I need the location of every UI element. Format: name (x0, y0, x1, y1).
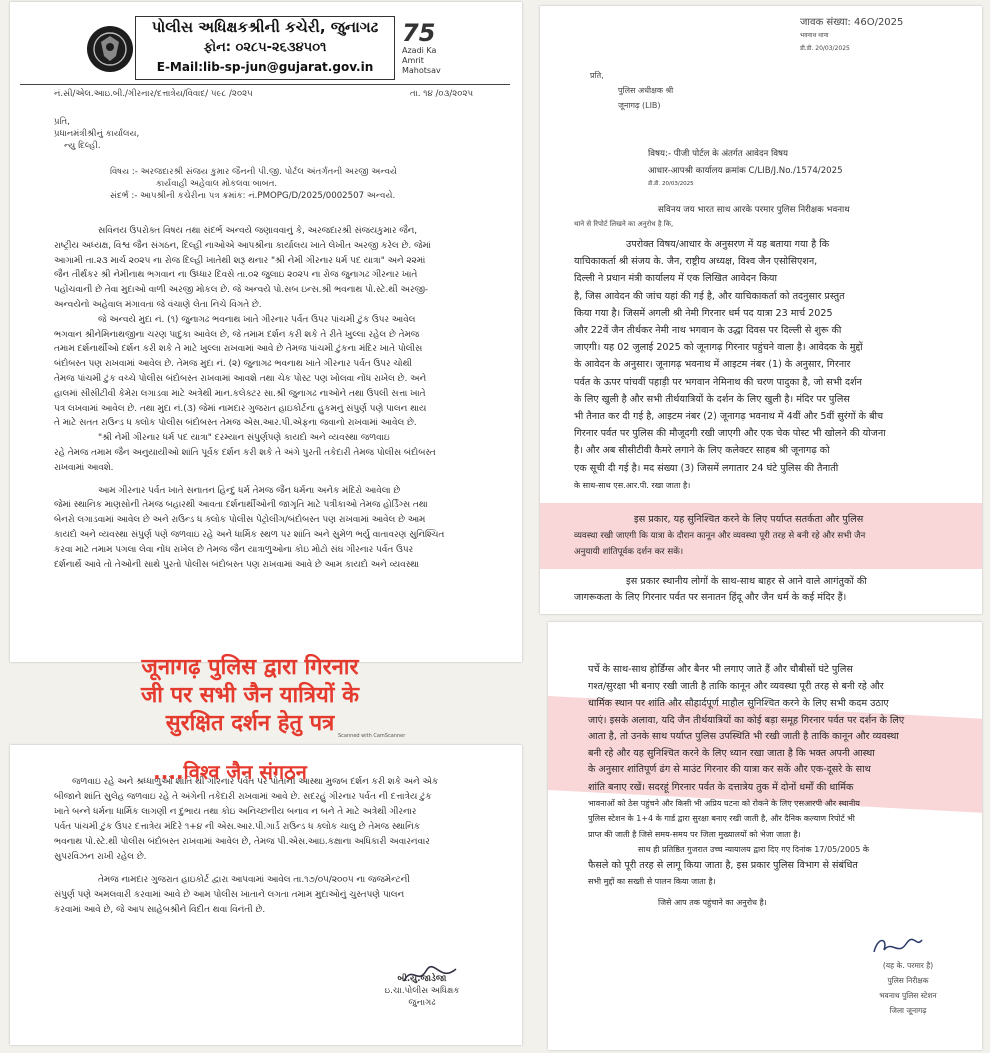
salutation: सविनय जय भारत साथ आरके परमार पुलिस निरीक्षक भवनाथ (658, 205, 850, 215)
letter-date: તા. ૧૪ /૦૩/૨૦૨૫ (410, 89, 474, 99)
office-title: પોલીસ અધિક્ષકશ્રીની કચેરી, જુનાગઢ (151, 18, 379, 36)
recipient-block: प्रति, पुलिस अधीक्षक श्री जूनागढ़ (LIB) (590, 71, 674, 110)
letterhead-divider (20, 84, 510, 85)
signature-scribble-icon (868, 930, 924, 960)
gujarati-letter-page-1 (10, 2, 522, 662)
scanner-note: Scanned with CamScanner (338, 733, 406, 739)
overlay-organisation: ....विश्व जैन संगठन (153, 760, 307, 784)
closing-paragraph: इस प्रकार स्थानीय लोगों के साथ-साथ बाहर से आने वाले आगंतुकों की जागरूकता के लिए गिरनार पर्वत पर सनातन हिंदू और जैन धर्म के कई मंदिर हैं। (574, 576, 867, 603)
subject-block: વિષય :- અરજદારશ્રી સંજય કુમાર જૈનની પી.જી. પોર્ટલ અંતર્ગતની અરજી અન્વયે કાર્યવાહી અહેવાલ મોકલવા બાબત. સંદર્ભ :- આપશ્રીની કચેરીના પત્ર ક્રમાંક: નં.PMOPG/D/2025/0002507 અન્વયે. (110, 167, 398, 202)
signature-block: (यह के. परमार है) पुलिस निरीक्षक भवनाथ पुलिस स्टेशन जिला जूनागढ़ (879, 961, 937, 1015)
phone-line: ફોન: ૦૨૮૫-૨૬૩૪૫૦૧ (203, 40, 327, 55)
signature-block: બી.યુ.જાડેજા ઇ.ચા.પોલીસ અધિક્ષક જુનાગઢ (384, 974, 460, 1009)
page2-body: જળવાઇ રહે અને શ્રધ્ધાળુઓ શાંતિ થી ગીરનાર પર્વત પર પોતાની આસ્થા મુજબ દર્શન કરી શકે અને એક બીજાને શાંતિ સુલેહ જળવાઇ રહે તે અંગેની તકેદારી રાખવામાં આવે છે. સદરહું ગીરનાર પર્વત ની દત્તાત્રેય ટુંક ખાતે બન્ને ધર્મના ધાર્મિક લાગણી ન દુભાય તથા કોઇ અનિચ્છનીય બનાવ ન બને તે માટે અત્રેથી ગીરનાર પર્વત પાંચમી ટુંક ઉપર દત્તાત્રેય મંદિરે ૧+૪ ની એસ.આર.પી.ગાર્ડ રાઉન્ડ ધ ક્લોક ચાલુ છે તેમજ સ્થાનિક ભવનાથ પો.સ્ટે.થી પોલીસ બંદોબસ્ત રાખવામાં આવેલ છે, તેમજ પી.એસ.આઇ.કક્ષાના અધિકારી અવારનવાર સુપરવિઝન રાખી રહેલ છે. તેમજ નામદાર ગુજરાત હાઇકોર્ટ દ્વારા આપવામાં આવેલ તા.૧૭/૦૫/૨૦૦૫ ના જજમેન્ટની સંપુર્ણ પણે અમલવારી કરવામાં આવે છે આમ પોલીસ ખાતાને લગતા તમામ મુદાઓનું ચુસ્તપણે પાલન કરવામાં આવે છે, જે આપ સાહેબશ્રીને વિદીત થવા વિનંતી છે. (54, 777, 439, 915)
highlighted-paragraph-2: धार्मिक स्थान पर शांति और सौहार्दपूर्ण माहौल सुनिश्चित करने के लिए सभी कदम उठाए जाएं। इसके अलावा, यदि जैन तीर्थयात्रियों का कोई बड़ा समूह गिरनार पर्वत पर दर्शन के लिए आता है, तो उनके साथ पर्याप्त पुलिस उपस्थिति भी रखी जाती है ताकि कानून और व्यवस्था बनी रहे और यह सुनिश्चित करने के लिए ध्यान रखा जाता है कि भक्त अपनी आस्था के अनुसार शांतिपूर्ण ढंग से माउंट गिरनार की यात्रा कर सकें और एक-दूसरे के साथ (588, 698, 905, 776)
police-emblem-icon (85, 24, 135, 74)
intro-line: थाने से रिपोर्ट लिखने का अनुरोध है कि, (574, 220, 674, 228)
hindi-letter-page-1 (540, 6, 982, 614)
reference-number: નં.સી/એલ.આઇ.બી./ગીરનાર/દત્તાત્રેય/વિવાદ/ ૫૯૮ /૨૦૨૫ (54, 89, 253, 99)
email-line: E-Mail:lib-sp-jun@gujarat.gov.in (156, 60, 374, 74)
letter-body: સવિનય ઉપરોક્ત વિષય તથા સંદર્ભ અન્વયે જણાવવાનું કે, અરજદારશ્રી સંજયકુમાર જૈન, રાષ્ટ્રીય અધ્યક્ષ, વિશ્વ જૈન સંગઠન, દિલ્હી નાઓએ આપશ્રીના કાર્યાલય ખાતે લેખીત અરજી કરેલ છે. જેમાં આગામી તા.૨૩ માર્ચ ૨૦૨૫ ના રોજ દિલ્હી ખાતેથી શરૂ થનાર "શ્રી નેમી ગીરનાર ધર્મ પદ યાત્રા" અને ૨૨માં જૈન તીર્થંકર શ્રી નેમીનાથ ભગવાન ના ઉધ્ધાર દિવસે તા.૦૨ જુલાઇ ૨૦૨૫ ના રોજ જુનાગઢ ગીરનાર ખાતે પહોંચવાની છે તેવા મુદાઓ વાળી અરજી મોકલ છે. જે અન્વયે પો.સબ ઇન્સ.શ્રી ભવનાથ પો.સ્ટે.થી અરજી- અન્વયેનો અહેવાલ મંગાવતા જે વંચાણે લેતા નિચે વિગતે છે. જે અન્વયે મુદા નં. (૧) જુનાગઢ ભવનાથ ખાતે ગીરનાર પર્વત ઉપર પાંચમી ટુંક ઉપર આવેલ ભગવાન શ્રીનેમિનાથજીના ચરણ પાદુકા આવેલ છે, જે તમામ દર્શન કરી શકે તે રીતે ખુલ્લા રહેલ છે તેમજ તમામ દર્શનાર્થીઓ દર્શન કરી શકે તે માટે ખુલ્લા રાખવામાં આવે છે તેમજ પાંચમી ટુંકના મંદિર ખાતે પોલીસ બંદોબસ્ત પણ રાખવામાં આવેલ છે. તેમજ મુદા નં. (૨) જુનાગઢ ભવનાથ ખાતે ગીરનાર પર્વત ઉપર ચોથી તેમજ પાંચમી ટુંક વચ્ચે પોલીસ બંદોબસ્ત રાખવામાં આવશે તથા ચેક પોસ્ટ પણ ખોલવા નોંધ રાખેલ છે. અને હાલમાં સીસીટીવી કેમેરા લગાડવા માટે અત્રેથી માન.કલેક્ટર સા.શ્રી જુનાગઢ નાઓને તથા ઉપલી સત્તા ખાતે પત્ર લખવામાં આવેલ છે. તથા મુદા નં.(૩) જેમાં નામદાર ગુજરાત હાઇકોર્ટના હુકમનું સંપુર્ણ પણે પાલન થાય તે માટે સતત રાઉન્ડ ધ ક્લોક પોલીસ બંદોબસ્ત તેમજ એસ.આર.પી.એફના જવાનો રાખવામાં આવેલ છે. "શ્રી નેમી ગીરનાર ધર્મ પદ યાત્રા" દરમ્યાન સંપુર્ણપણે કાયદો અને વ્યવસ્થા જળવાઇ રહે તેમજ તમામ જૈન અનુયાયીઓ શાંતિ પૂર્વક દર્શન કરી શકે તે અંગે પુરતી તકેદારી તેમજ પોલીસ બંદોબસ્ત રાખવામાં આવશે. આમ ગીરનાર પર્વત ખાતે સનાતન હિન્દુ ધર્મ તેમજ જૈન ધર્મના અનેક મંદિરો આવેલા છે જેમાં સ્થાનિક માણસોની તેમજ બહારથી આવતા દર્શનાર્થીઓની જાગૃતિ માટે પત્રીકાઓ તેમજ હોર્ડિંગ્સ તથા બેનરો લગાડવામાં આવેલ છે અને રાઉન્ડ ધ ક્લોક પોલીસ પેટ્રોલીંગ/બંદોબસ્ત પણ રાખવામાં આવેલ છે આમ કાયદો અને વ્યવસ્થા સંપુર્ણ પણે જળવાઇ રહે અને ધાર્મિક સ્થળ પર શાંતિ અને સુમેળ ભર્યુ વાતાવરણ સુનિશ્ચિત કરવા માટે તમામ પગલા લેવા નોંધ રાખેલ છે તેમજ જૈન યાત્રાળુઓના કોઇ મોટો સંઘ ગીરનાર પર્વત ઉપર દર્શનાર્થે આવે તો તેઓની સાથે પુરતો પોલીસ બંદોબસ્ત પણ રાખવામાં આવે છે આમ કાયદો અને વ્યવસ્થા (54, 226, 445, 570)
page2-top-text: पर्चे के साथ-साथ होर्डिंग्स और बैनर भी लगाए जाते हैं और चौबीसों घंटे पुलिस गश्त/सुरक्षा भी बनाए रखी जाती है ताकि कानून और व्यवस्था पूरी तरह से बनी रहे और (588, 664, 884, 692)
page2-rest-text: शांति बनाए रखें। सदरहूं गिरनार पर्वत के दत्तात्रेय तुक में दोनों धर्मों की धार्मिक भावनाओं को ठेस पहुंचने और किसी भी अप्रिय घटना को रोकने के लिए एसआरपी और स्थानीय पुलिस स्टेशन के 1+4 के गार्ड द्वारा सुरक्षा बनाए रखी जाती है, और दैनिक कल्याण रिपोर्ट भी प्राप्त की जाती है जिसे समय-समय पर जिला मुख्यालयों को भेजा जाता है। साथ ही प्रतिष्ठित गुजरात उच्च न्यायालय द्वारा दिए गए दिनांक 17/05/2005 के फैसले को पूरी तरह से लागू किया जाता है, इस प्रकार पुलिस विभाग से संबंधित सभी मुद्दों का सख्ती से पालन किया जाता है। जिसे आप तक पहुंचाने का अनुरोध है। (588, 782, 870, 908)
gujarati-letter-page-2 (10, 745, 522, 1045)
azadi-ka-amrit-mahotsav-logo: 75 Azadi Ka Amrit Mahotsav (402, 19, 441, 75)
overlay-caption: जूनागढ़ पुलिस द्वारा गिरनार जी पर सभी जैन यात्रियों के सुरक्षित दर्शन हेतु पत्र (140, 655, 360, 737)
letter-body: उपरोक्त विषय/आधार के अनुसरण में यह बताया गया है कि याचिकाकर्ता श्री संजय के. जैन, राष्ट्रीय अध्यक्ष, विश्व जैन एसोसिएशन, दिल्ली ने प्रधान मंत्री कार्यालय में एक लिखित आवेदन किया है, जिस आवेदन की जांच यहां की गई है, और याचिकाकर्ता को तदनुसार प्रस्तुत किया गया है। जिसमें अगली श्री नेमी गिरनार धर्म पद यात्रा 23 मार्च 2025 और 22वें जैन तीर्थकर नेमी नाथ भगवान के उद्धा दिवस पर दिल्ली से शुरू की जाएगी। यह 02 जुलाई 2025 को जूनागढ़ गिरनार पहुंचने वाला है। आवेदक के मुद्दों के आवेदन के अनुसार। जूनागढ़ भवनाथ में आइटम नंबर (1) के अनुसार, गिरनार पर्वत के ऊपर पांचवीं पहाड़ी पर भगवान नेमिनाथ की चरण पादुका है, जो सभी दर्शन के लिए खुली है और सभी तीर्थयात्रियों के दर्शन के लिए खुली है। मंदिर पर पुलिस भी तैनात कर दी गई है, आइटम नंबर (2) जूनागढ़ भवनाथ में 4वीं और 5वीं सुरंगों के बीच गिरनार पर्वत पर पुलिस की मौजूदगी रखी जाएगी और एक चेक पोस्ट भी खोलने की योजना है। और अब सीसीटीवी कैमरे लगाने के लिए कलेक्टर साहब श्री जूनागढ़ को एक सूची दी गई है। मद संख्या (3) जिसमें लगातार 24 घंटे पुलिस की तैनाती के साथ-साथ एस.आर.पी. रखा जाता है। (574, 239, 886, 490)
subject-block: विषय:- पीजी पोर्टल के अंतर्गत आवेदन विषय आधार-आपश्री कार्यालय क्रमांक C/LIB/J.No./1574/2025 डी.डी. 20/03/2025 (648, 149, 843, 187)
dispatch-block: जावक संख्या: 46O/2025 भवनाथ थाना डी.डी. 20/03/2025 (800, 17, 904, 52)
highlighted-paragraph-1: इस प्रकार, यह सुनिश्चित करने के लिए पर्याप्त सतर्कता और पुलिस व्यवस्था रखी जाएगी कि यात्रा के दौरान कानून और व्यवस्था पूरी तरह से बनी रहे और सभी जैन अनुयायी शांतिपूर्वक दर्शन कर सकें। (574, 514, 866, 557)
recipient-block: પ્રતિ, પ્રધાનમંત્રીશ્રીનું કાર્યાલય, ન્યુ દિલ્હી. (54, 117, 140, 152)
hindi-letter-page-2 (548, 622, 982, 1050)
